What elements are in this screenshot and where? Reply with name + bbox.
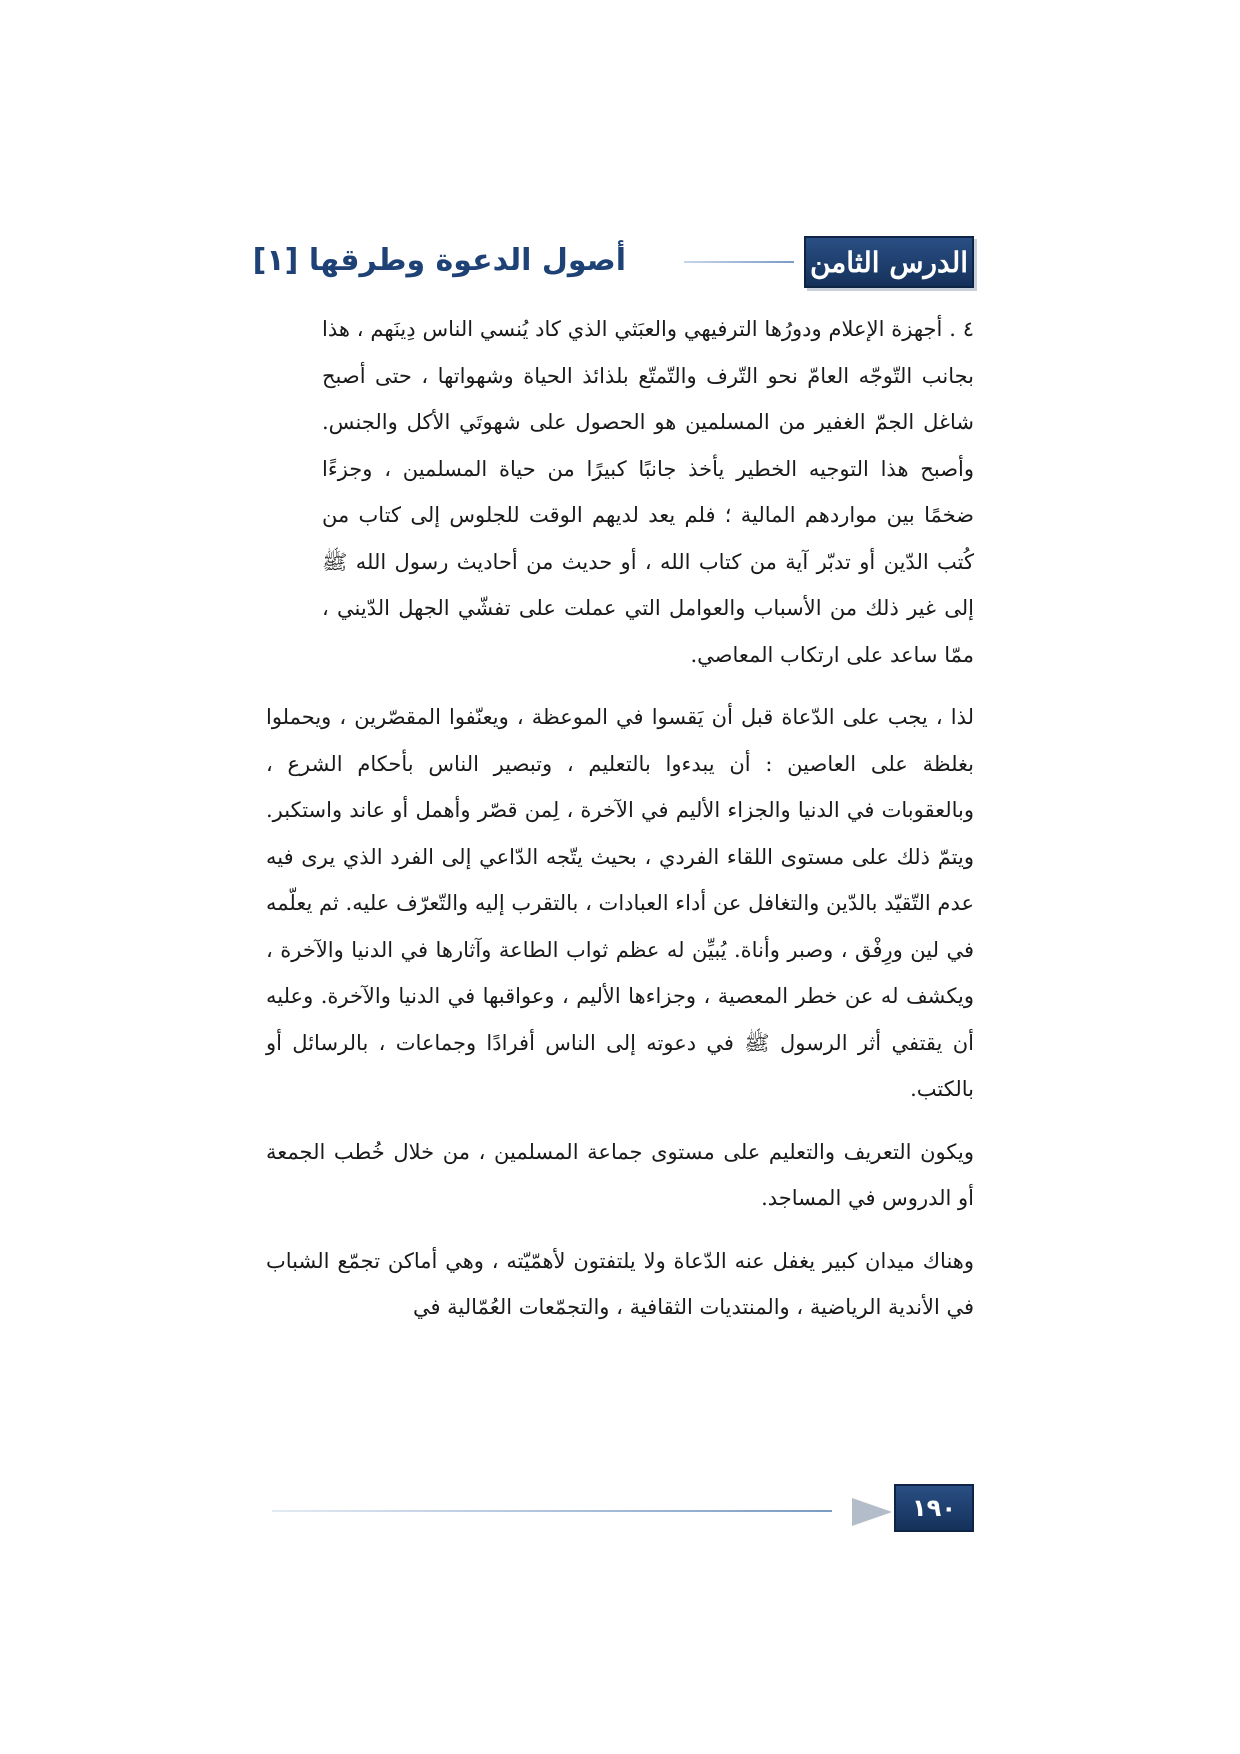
body-paragraph: ويكون التعريف والتعليم على مستوى جماعة المسلمين ، من خلال خُطب الجمعة أو الدروس في المساجد. [266, 1139, 974, 1210]
lesson-badge: الدرس الثامن [804, 236, 974, 288]
body-paragraph: لذا ، يجب على الدّعاة قبل أن يَقسوا في الموعظة ، ويعنّفوا المقصّرين ، ويحملوا بغلظة على العاصين : أن يبدءوا بالتعليم ، وتبصير الناس بأحكام الشرع ، وبالعقوبات في الدنيا والجزاء الأليم في الآخرة ، لِمن قصّر وأهمل أو عاند واستكبر. ويتمّ ذلك على مستوى اللقاء الفردي ، بحيث يتّجه الدّاعي إلى الفرد الذي يرى فيه عدم التّقيّد بالدّين والتغافل عن أداء العبادات ، بالتقرب إليه والتّعرّف عليه. ثم يعلّمه في لين ورِفْق ، وصبر وأناة. يُبيِّن له عظم ثواب الطاعة وآثارها في الدنيا والآخرة ، ويكشف له عن خطر المعصية ، وجزاءها الأليم ، وعواقبها في الدنيا والآخرة. وعليه أن يقتفي أثر الرسول ﷺ في دعوته إلى الناس أفرادًا وجماعات ، بالرسائل أو بالكتب. [266, 705, 974, 1101]
page-footer [266, 1484, 974, 1534]
header-divider [684, 261, 794, 263]
page-header [252, 236, 974, 288]
footer-arrow-decoration [852, 1498, 892, 1526]
body-paragraph: وهناك ميدان كبير يغفل عنه الدّعاة ولا يلتفتون لأهمّيّته ، وهي أماكن تجمّع الشباب في الأندية الرياضية ، والمنتديات الثقافية ، والتجمّعات العُمّالية في [266, 1248, 974, 1319]
numbered-paragraph: ٤ . أجهزة الإعلام ودورُها الترفيهي والعبَثي الذي كاد يُنسي الناس دِينَهم ، هذا بجانب التّوجّه العامّ نحو التّرف والتّمتّع بلذائذ الحياة وشهواتها ، حتى أصبح شاغل الجمّ الغفير من المسلمين هو الحصول على شهوتَي الأكل والجنس. وأصبح هذا التوجيه الخطير يأخذ جانبًا كبيرًا من حياة المسلمين ، وجزءًا ضخمًا بين مواردهم المالية ؛ فلم يعد لديهم الوقت للجلوس إلى كتاب من كُتب الدّين أو تدبّر آية من كتاب الله ، أو حديث من أحاديث رسول الله ﷺ إلى غير ذلك من الأسباب والعوامل التي عملت على تفشّي الجهل الدّيني ، ممّا ساعد على ارتكاب المعاصي. [322, 317, 974, 667]
chapter-title: أصول الدعوة وطرقها [١] [252, 243, 626, 278]
footer-divider [272, 1510, 832, 1512]
page-body [266, 306, 974, 1347]
page-number: ١٩٠ [894, 1484, 974, 1532]
